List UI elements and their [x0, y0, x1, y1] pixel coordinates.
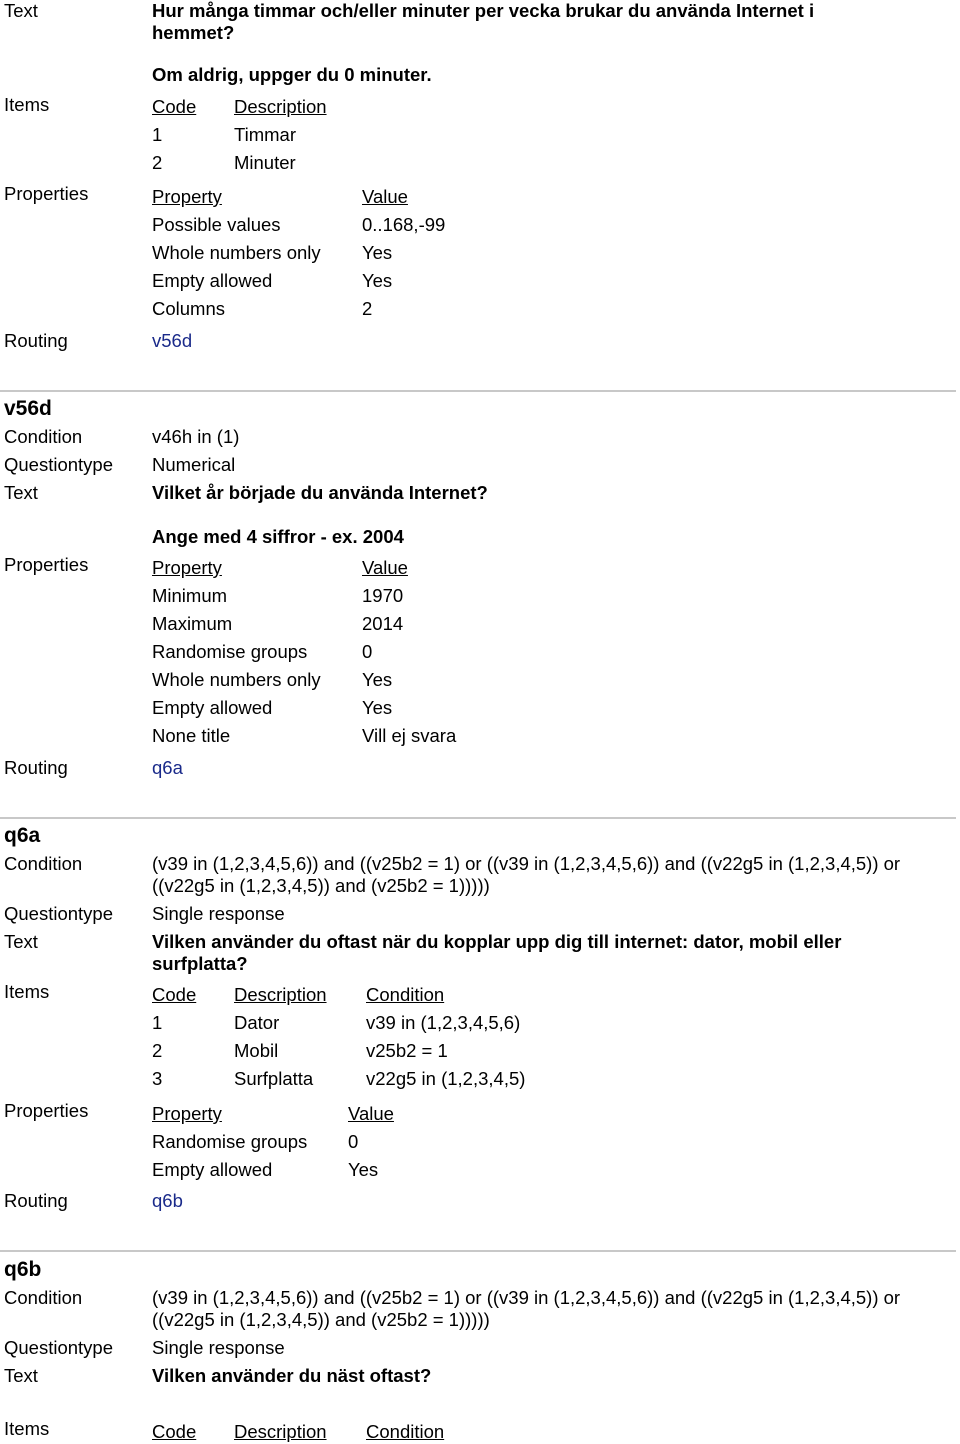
property-value: Yes	[348, 1159, 379, 1180]
value-header: Value	[362, 557, 408, 578]
property-name: Empty allowed	[152, 697, 273, 718]
properties-label: Properties	[4, 1100, 89, 1121]
property-header: Property	[152, 186, 222, 207]
section-divider	[0, 390, 956, 392]
routing-link[interactable]: v56d	[152, 330, 193, 351]
questiontype-label: Questiontype	[4, 454, 114, 475]
section-divider	[0, 817, 956, 819]
property-header: Property	[152, 1103, 222, 1124]
item-condition: v25b2 = 1	[366, 1040, 448, 1061]
questiontype-label: Questiontype	[4, 1337, 114, 1358]
questiontype-label: Questiontype	[4, 903, 114, 924]
questiontype-value: Single response	[152, 903, 285, 924]
property-header: Property	[152, 557, 222, 578]
property-value: 0	[362, 641, 373, 662]
item-condition: v22g5 in (1,2,3,4,5)	[366, 1068, 526, 1089]
routing-link[interactable]: q6b	[152, 1190, 183, 1211]
items-code-header: Code	[152, 1421, 197, 1442]
property-value: Yes	[362, 669, 393, 690]
property-value: Yes	[362, 242, 393, 263]
items-label: Items	[4, 981, 50, 1002]
condition-value: v46h in (1)	[152, 426, 240, 447]
property-value: Yes	[362, 270, 393, 291]
text-label: Text	[4, 1365, 38, 1386]
property-name: Minimum	[152, 585, 228, 606]
question-text: Vilket år började du använda Internet?	[152, 482, 488, 503]
items-code-header: Code	[152, 96, 197, 117]
condition-label: Condition	[4, 853, 83, 874]
properties-label: Properties	[4, 554, 89, 575]
item-description: Minuter	[234, 152, 296, 173]
item-description: Mobil	[234, 1040, 279, 1061]
property-name: Maximum	[152, 613, 233, 634]
item-code: 2	[152, 152, 163, 173]
condition-value: (v39 in (1,2,3,4,5,6)) and ((v25b2 = 1) or ((v39 in (1,2,3,4,5,6)) and ((v22g5 in (1,2,3,4,5)) or ((v22g5 in (1,2,3,4,5)) and (v25b2 = 1)))))	[152, 853, 901, 896]
property-name: Possible values	[152, 214, 281, 235]
properties-label: Properties	[4, 183, 89, 204]
question-text: Vilken använder du näst oftast?	[152, 1365, 432, 1386]
value-header: Value	[362, 186, 408, 207]
condition-label: Condition	[4, 1287, 83, 1308]
items-condition-header: Condition	[366, 984, 445, 1005]
property-name: None title	[152, 725, 231, 746]
item-code: 2	[152, 1040, 163, 1061]
property-name: Whole numbers only	[152, 669, 321, 690]
property-name: Randomise groups	[152, 641, 308, 662]
property-value: 2014	[362, 613, 404, 634]
property-name: Empty allowed	[152, 1159, 273, 1180]
property-value: 0..168,-99	[362, 214, 446, 235]
questiontype-value: Single response	[152, 1337, 285, 1358]
routing-label: Routing	[4, 1190, 68, 1211]
property-value: 2	[362, 298, 373, 319]
section-divider	[0, 1250, 956, 1252]
property-value: Yes	[362, 697, 393, 718]
property-name: Columns	[152, 298, 225, 319]
condition-label: Condition	[4, 426, 83, 447]
questiontype-value: Numerical	[152, 454, 236, 475]
routing-link[interactable]: q6a	[152, 757, 183, 778]
text-label: Text	[4, 931, 38, 952]
text-label: Text	[4, 482, 38, 503]
routing-label: Routing	[4, 757, 68, 778]
items-description-header: Description	[234, 96, 327, 117]
property-value: 0	[348, 1131, 359, 1152]
question-name: q6a	[4, 824, 41, 847]
item-description: Dator	[234, 1012, 280, 1033]
property-name: Empty allowed	[152, 270, 273, 291]
question-instruction: Om aldrig, uppger du 0 minuter.	[152, 64, 432, 85]
item-condition: v39 in (1,2,3,4,5,6)	[366, 1012, 521, 1033]
items-description-header: Description	[234, 984, 327, 1005]
routing-label: Routing	[4, 330, 68, 351]
items-label: Items	[4, 1418, 50, 1439]
property-name: Whole numbers only	[152, 242, 321, 263]
question-name: q6b	[4, 1258, 42, 1281]
property-value: 1970	[362, 585, 404, 606]
condition-value: (v39 in (1,2,3,4,5,6)) and ((v25b2 = 1) or ((v39 in (1,2,3,4,5,6)) and ((v22g5 in (1,2,3,4,5)) or ((v22g5 in (1,2,3,4,5)) and (v25b2 = 1)))))	[152, 1287, 901, 1330]
item-code: 3	[152, 1068, 163, 1089]
value-header: Value	[348, 1103, 394, 1124]
question-name: v56d	[4, 397, 52, 420]
property-name: Randomise groups	[152, 1131, 308, 1152]
question-text: Vilken använder du oftast när du kopplar upp dig till internet: dator, mobil eller surfplatta?	[152, 931, 842, 974]
items-description-header: Description	[234, 1421, 327, 1442]
item-code: 1	[152, 124, 163, 145]
text-label: Text	[4, 0, 38, 21]
items-condition-header: Condition	[366, 1421, 445, 1442]
item-description: Timmar	[234, 124, 296, 145]
items-code-header: Code	[152, 984, 197, 1005]
question-instruction: Ange med 4 siffror - ex. 2004	[152, 526, 404, 547]
item-code: 1	[152, 1012, 163, 1033]
items-label: Items	[4, 94, 50, 115]
property-value: Vill ej svara	[362, 725, 457, 746]
question-text: Hur många timmar och/eller minuter per vecka brukar du använda Internet i hemmet?	[152, 0, 815, 43]
item-description: Surfplatta	[234, 1068, 314, 1089]
